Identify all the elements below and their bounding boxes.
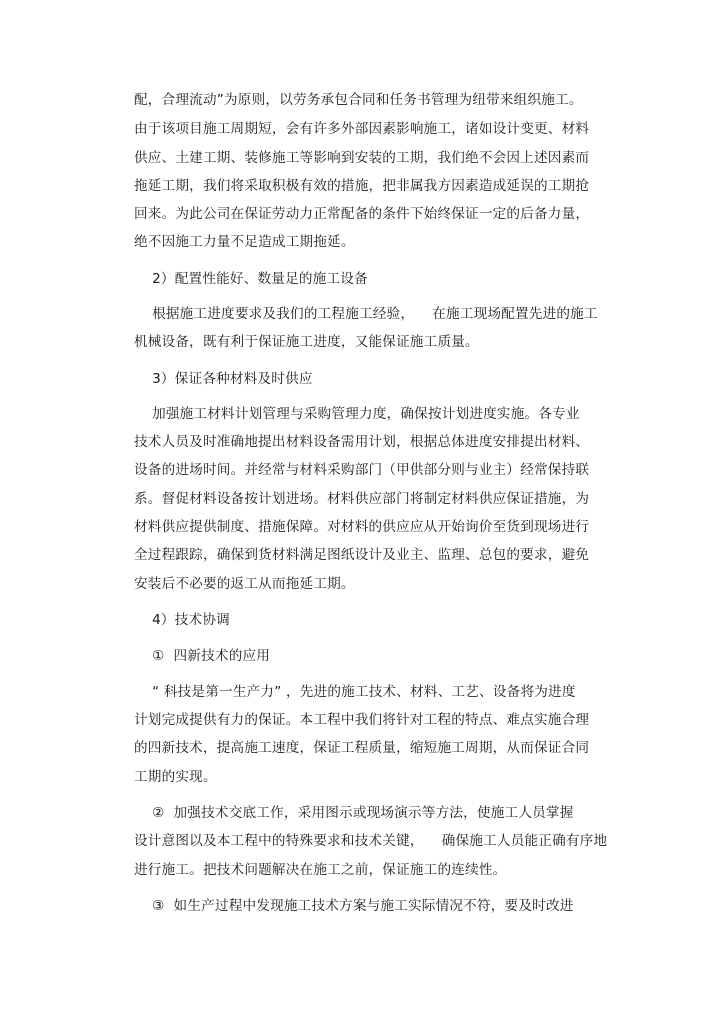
text-line: 进行施工。把技术问题解决在施工之前，保证施工的连续性。 bbox=[134, 862, 507, 878]
text-line: 回来。为此公司在保证劳动力正常配备的条件下始终保证一定的后备力量， bbox=[134, 206, 590, 222]
text-line: 技术人员及时准确地提出材料设备需用计划，根据总体进度安排提出材料、 bbox=[134, 434, 590, 450]
section-heading: 4）技术协调 bbox=[134, 612, 230, 628]
text-line: 全过程跟踪，确保到货材料满足图纸设计及业主、监理、总包的要求，避免 bbox=[134, 547, 590, 563]
text-line: ② 加强技术交底工作，采用图示或现场演示等方法，使施工人员掌握 bbox=[134, 805, 574, 821]
section-heading: 3）保证各种材料及时供应 bbox=[134, 371, 313, 387]
text-line: 材料供应提供制度、措施保障。对材料的供应应从开始询价至货到现场进行 bbox=[134, 519, 590, 535]
text-line: “ 科技是第一生产力” ，先进的施工技术、材料、工艺、设备将为进度 bbox=[134, 684, 576, 700]
text-line: 绝不因施工力量不足造成工期拖延。 bbox=[134, 234, 355, 250]
text-line: 供应、土建工期、装修施工等影响到安装的工期，我们绝不会因上述因素而 bbox=[134, 150, 590, 166]
text-line: 加强施工材料计划管理与采购管理力度，确保按计划进度实施。各专业 bbox=[134, 406, 580, 422]
text-line: 计划完成提供有力的保证。本工程中我们将针对工程的特点、难点实施合理 bbox=[134, 712, 590, 728]
section-heading: 2）配置性能好、数量足的施工设备 bbox=[134, 271, 368, 287]
text-line: ③ 如生产过程中发现施工技术方案与施工实际情况不符，要及时改进 bbox=[134, 898, 574, 914]
text-line: 的四新技术，提高施工速度，保证工程质量，缩短施工周期，从而保证合同 bbox=[134, 740, 590, 756]
text-line: 根据施工进度要求及我们的工程施工经验， 在施工现场配置先进的施工 bbox=[134, 306, 598, 322]
text-line: 系。督促材料设备按计划进场。材料供应部门将制定材料供应保证措施，为 bbox=[134, 491, 590, 507]
text-line: 工期的实现。 bbox=[134, 769, 217, 785]
text-line: 配，合理流动”为原则，以劳务承包合同和任务书管理为纽带来组织施工。 bbox=[134, 92, 583, 108]
text-line: 安装后不必要的返工从而拖延工期。 bbox=[134, 576, 355, 592]
text-line: 机械设备，既有利于保证施工进度，又能保证施工质量。 bbox=[134, 334, 479, 350]
text-line: 设计意图以及本工程中的特殊要求和技术关键， 确保施工人员能正确有序地 bbox=[134, 833, 608, 849]
text-line: 拖延工期，我们将采取积极有效的措施，把非属我方因素造成延误的工期抢 bbox=[134, 178, 590, 194]
sub-heading: ① 四新技术的应用 bbox=[134, 648, 271, 664]
text-line: 设备的进场时间。并经常与材料采购部门（甲供部分则与业主）经常保持联 bbox=[134, 462, 590, 478]
text-line: 由于该项目施工周期短，会有许多外部因素影响施工，诸如设计变更、材料 bbox=[134, 121, 590, 137]
